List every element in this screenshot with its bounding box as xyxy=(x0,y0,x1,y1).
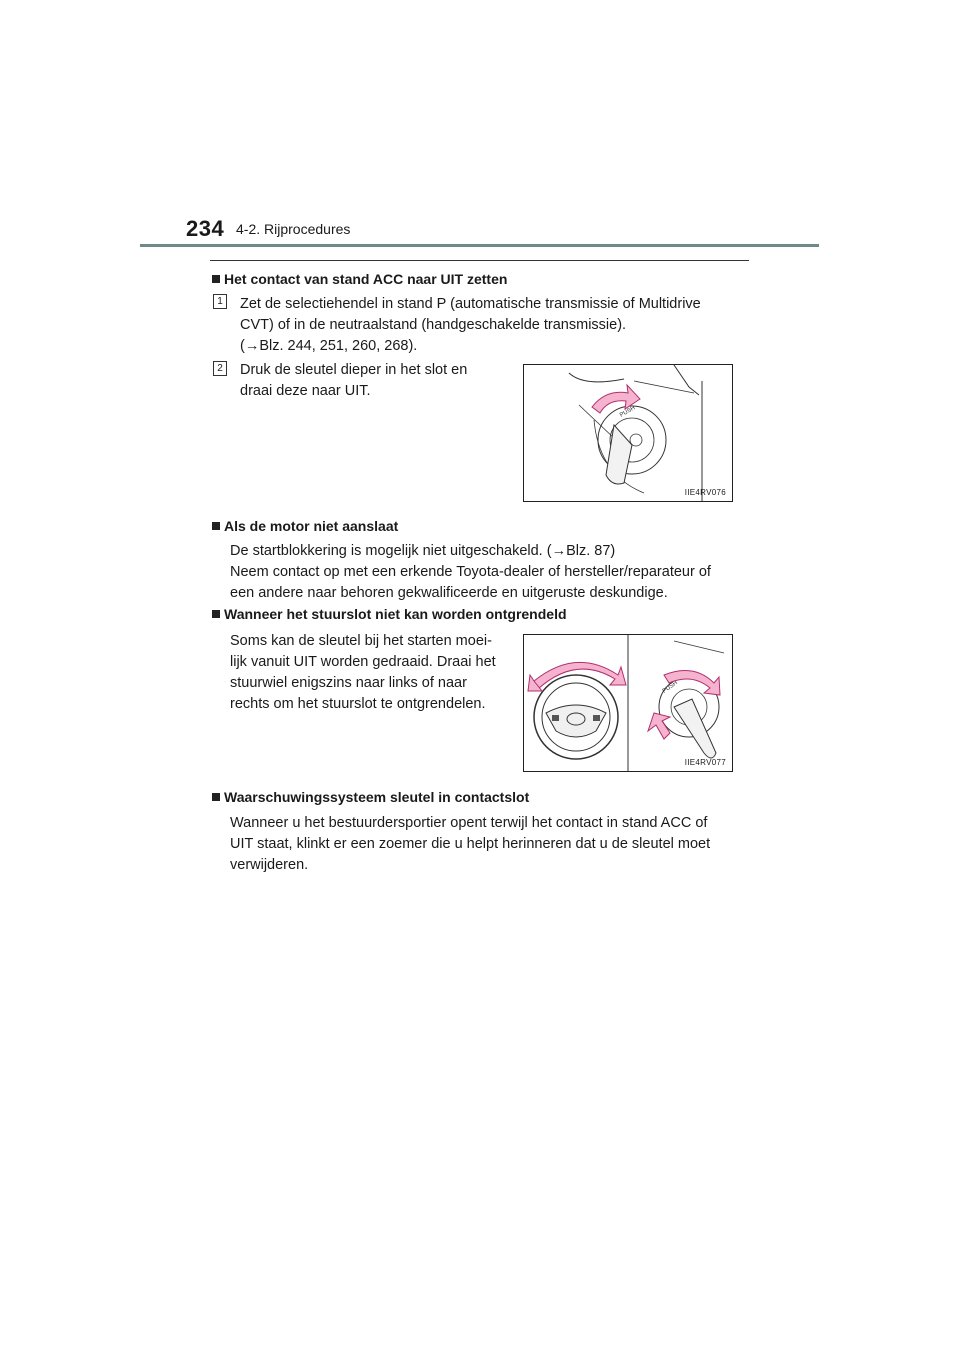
heading-acc-off: Het contact van stand ACC naar UIT zetten xyxy=(212,271,507,287)
figure-caption: IIE4RV076 xyxy=(684,488,726,497)
section-title: 4-2. Rijprocedures xyxy=(236,221,351,237)
figure-steering-wheel xyxy=(523,634,733,772)
step-1-text: Zet de selectiehendel in stand P (automatische transmissie of Multidrive CVT) of in de neutraalstand (handgeschakelde transmissie). (→Blz. 244, 251, 260, 268). xyxy=(240,296,701,354)
push-label: PUSH xyxy=(619,405,637,419)
page-number: 234 xyxy=(186,216,225,241)
steering-text: Soms kan de sleutel bij het starten moei- lijk vanuit UIT worden gedraaid. Draai het stuurwiel enigszins naar links of naar rechts om het stuurslot te ontgrendelen. xyxy=(230,633,496,712)
heading-motor: Als de motor niet aanslaat xyxy=(212,518,398,534)
figure-caption: IIE4RV077 xyxy=(684,758,726,767)
figure-ignition-key xyxy=(523,364,733,502)
header-rule xyxy=(140,244,819,247)
divider xyxy=(210,260,749,261)
step-number-2: 2 xyxy=(213,361,227,376)
step-number-1: 1 xyxy=(213,294,227,309)
warning-text: Wanneer u het bestuurdersportier opent terwijl het contact in stand ACC of UIT staat, klinkt er een zoemer die u helpt herinneren dat u de sleutel moet verwijderen. xyxy=(230,815,711,873)
steering-wheel-illustration xyxy=(524,635,732,771)
ignition-key-illustration xyxy=(524,365,732,501)
motor-text: De startblokkering is mogelijk niet uitgeschakeld. (→Blz. 87) Neem contact op met een erkende Toyota-dealer of hersteller/reparateur of een andere naar behoren gekwalificeerde en uitgeruste deskundige. xyxy=(230,543,711,601)
square-bullet-icon xyxy=(212,522,220,530)
square-bullet-icon xyxy=(212,275,220,283)
step-2-text: Druk de sleutel dieper in het slot en draai deze naar UIT. xyxy=(240,362,468,399)
push-label: PUSH xyxy=(661,680,679,695)
heading-warning: Waarschuwingssysteem sleutel in contactslot xyxy=(212,789,529,805)
square-bullet-icon xyxy=(212,793,220,801)
square-bullet-icon xyxy=(212,610,220,618)
heading-steering: Wanneer het stuurslot niet kan worden ontgrendeld xyxy=(212,606,567,622)
